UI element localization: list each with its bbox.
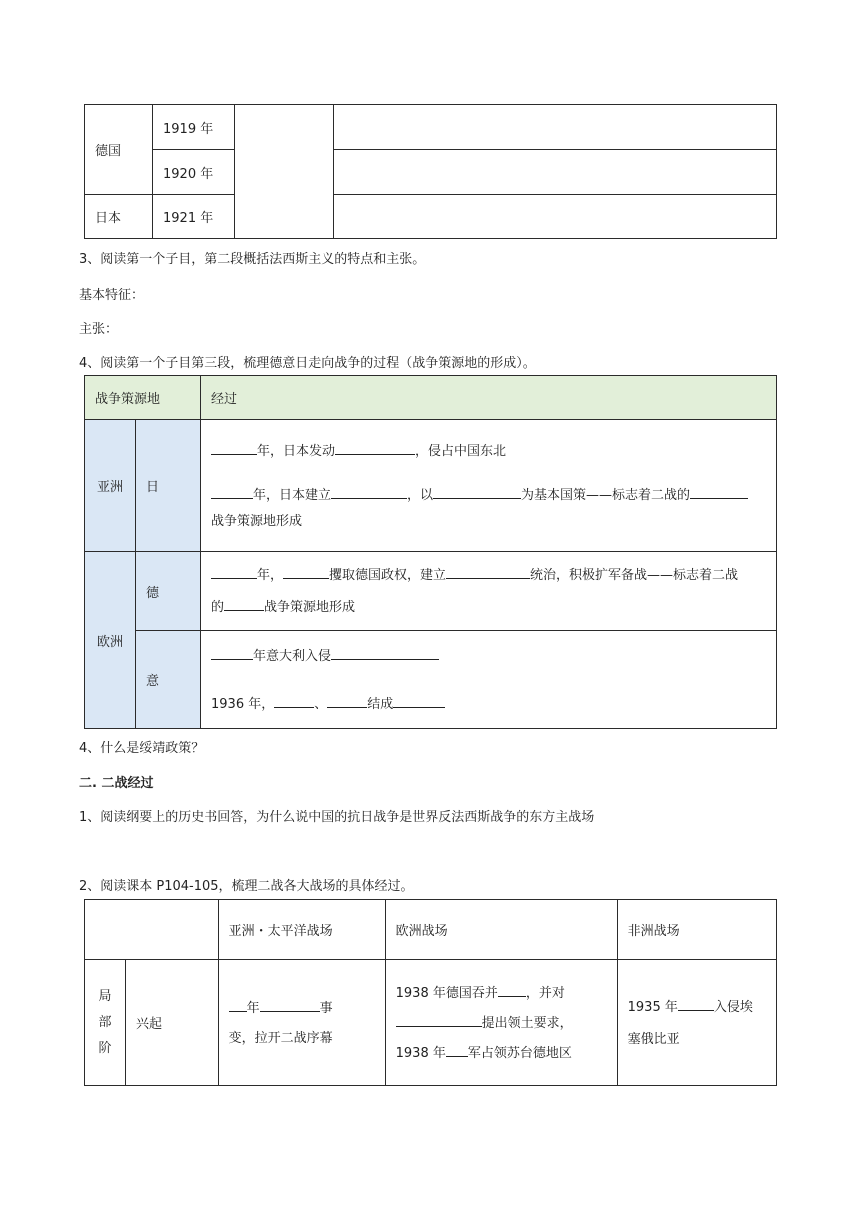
stage-label: [85, 960, 126, 1086]
germany-label: 德: [136, 552, 201, 631]
text: 年: [246, 1000, 260, 1016]
country-japan: 日本: [85, 195, 153, 239]
africa-rise-cell: [617, 960, 776, 1086]
claims-label: 主张：: [79, 322, 119, 337]
text: 年意大利入侵: [253, 648, 332, 664]
header-process: 经过: [201, 376, 777, 420]
text: 为基本国策——标志着二战的: [521, 487, 691, 503]
text: 攫取德国政权，建立: [329, 568, 447, 583]
text: 入侵埃: [713, 999, 753, 1015]
text: 1938 年: [395, 1045, 446, 1061]
text: ，并对: [525, 985, 565, 1001]
section2-question-2: 2、阅读课本 P104-105，梳理二战各大战场的具体经过。: [79, 879, 414, 894]
germany-process: [201, 552, 777, 631]
empty-header: [85, 900, 219, 960]
header-africa: 非洲战场: [617, 900, 776, 960]
question-3: 3、阅读第一个子目，第二段概括法西斯主义的特点和主张。: [79, 252, 426, 267]
text: 部: [98, 1014, 112, 1030]
text: ，侵占中国东北: [415, 443, 507, 459]
text: ，以: [407, 487, 434, 503]
japan-label: 日: [136, 420, 201, 552]
text: 年，日本建立: [253, 487, 332, 503]
text: 1936 年，: [211, 696, 275, 712]
italy-process: [201, 631, 777, 729]
text: 塞俄比亚: [627, 1031, 680, 1047]
empty-cell: [334, 195, 777, 239]
text: 结成: [367, 696, 394, 712]
section-title: 二. 二战经过: [79, 776, 154, 791]
text: 统治，积极扩军备战——标志着二战: [530, 568, 739, 583]
text: 1938 年德国吞并: [395, 985, 498, 1001]
text: 的: [211, 600, 225, 615]
section2-question-1: 1、阅读纲要上的历史书回答，为什么说中国的抗日战争是世界反法西斯战争的东方主战场: [79, 810, 595, 825]
battlefield-table: [84, 899, 777, 1086]
japan-process: [201, 420, 777, 552]
asia-label: 亚洲: [85, 420, 136, 552]
text: 战争策源地形成: [211, 513, 303, 529]
empty-cell: [334, 105, 777, 150]
empty-cell: [235, 105, 334, 239]
text: 局: [98, 988, 112, 1004]
question-4b: 4、什么是绥靖政策？: [79, 741, 205, 756]
country-germany: 德国: [85, 105, 153, 195]
text: 年，日本发动: [257, 443, 336, 459]
asia-rise-cell: [218, 960, 385, 1086]
features-label: 基本特征：: [79, 288, 145, 303]
war-source-table: [84, 375, 777, 729]
year-1919: 1919 年: [153, 105, 235, 150]
reform-table: [84, 104, 777, 239]
empty-cell: [334, 150, 777, 195]
year-1921: 1921 年: [153, 195, 235, 239]
text: 事: [319, 1000, 333, 1016]
question-4: 4、阅读第一个子目第三段，梳理德意日走向战争的过程（战争策源地的形成）。: [79, 356, 536, 371]
text: 年，: [257, 568, 284, 583]
italy-label: 意: [136, 631, 201, 729]
text: 军占领苏台德地区: [467, 1045, 572, 1061]
header-europe: 欧洲战场: [385, 900, 617, 960]
text: 战争策源地形成: [264, 600, 356, 615]
europe-label: 欧洲: [85, 552, 136, 729]
text: 变，拉开二战序幕: [228, 1030, 333, 1046]
year-1920: 1920 年: [153, 150, 235, 195]
text: 阶: [98, 1040, 112, 1056]
text: 提出领土要求，: [481, 1015, 573, 1031]
header-war-source: 战争策源地: [85, 376, 201, 420]
text: 1935 年: [627, 999, 678, 1015]
rise-label: 兴起: [126, 960, 219, 1086]
header-asia-pacific: 亚洲・太平洋战场: [218, 900, 385, 960]
text: 、: [314, 696, 328, 712]
europe-rise-cell: [385, 960, 617, 1086]
